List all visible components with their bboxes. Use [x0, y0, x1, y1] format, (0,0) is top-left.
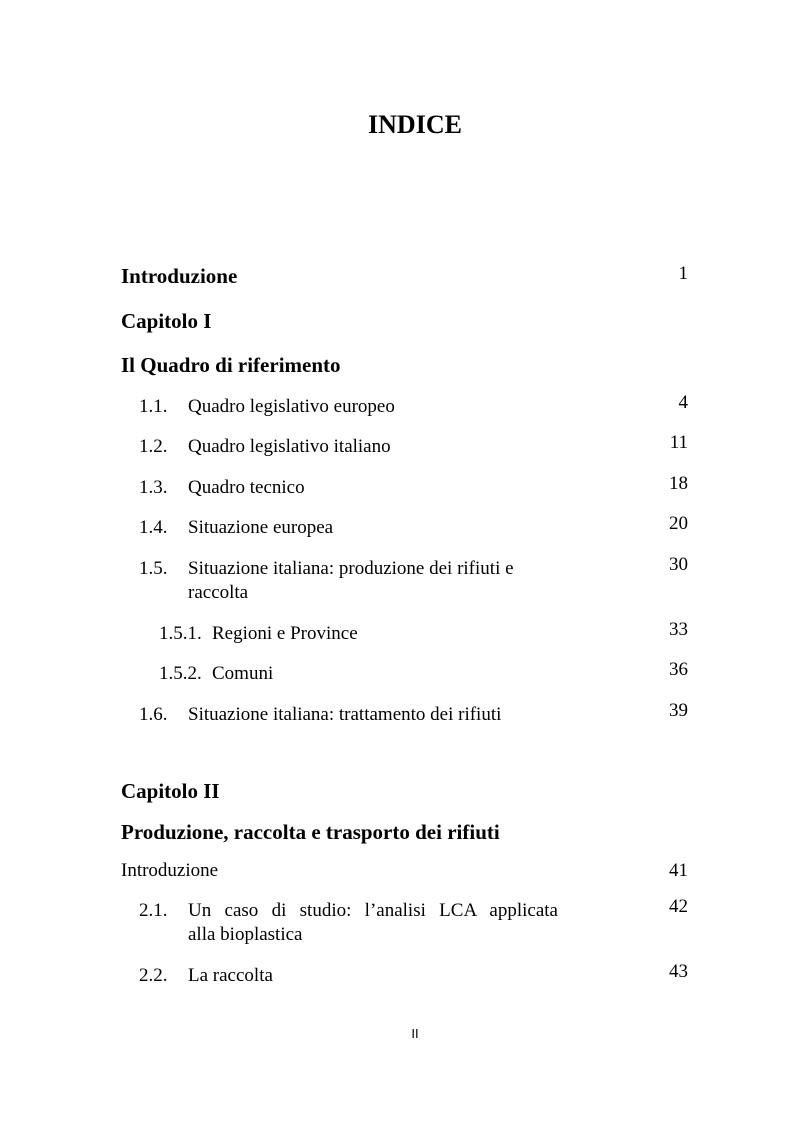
page-number: 4	[678, 392, 688, 413]
page-title: INDICE	[368, 110, 462, 139]
entry-number: 1.1.	[139, 396, 168, 417]
entry-number: 2.1.	[139, 900, 168, 921]
page-number: 1	[678, 263, 688, 284]
entry-text: La raccolta	[188, 965, 273, 986]
page-number: 20	[669, 513, 688, 534]
entry-text-continued: alla bioplastica	[188, 924, 303, 945]
entry-number: 1.5.	[139, 558, 168, 579]
page-number: 42	[669, 896, 688, 917]
chapter-subtitle: Il Quadro di riferimento	[121, 353, 341, 377]
page-number: 33	[669, 619, 688, 640]
entry-text: Un caso di studio: l’analisi LCA applicata	[188, 900, 558, 921]
entry-number: 1.2.	[139, 436, 168, 457]
entry-number: 1.5.1.	[159, 623, 202, 644]
intro-heading: Introduzione	[121, 264, 238, 288]
entry-text: Introduzione	[121, 860, 219, 881]
entry-number: 2.2.	[139, 965, 168, 986]
entry-text: Situazione europea	[188, 517, 334, 538]
page-number: 41	[669, 860, 688, 881]
entry-text: Comuni	[212, 663, 274, 684]
page-number: 11	[669, 432, 688, 453]
chapter-heading: Capitolo I	[121, 309, 212, 333]
page-number: 43	[669, 961, 688, 982]
page-number: 39	[669, 700, 688, 721]
entry-number: 1.3.	[139, 477, 168, 498]
entry-text-continued: raccolta	[188, 582, 249, 603]
page-number: 36	[669, 659, 688, 680]
page-number: 30	[669, 554, 688, 575]
chapter-subtitle: Produzione, raccolta e trasporto dei rifiuti	[121, 820, 500, 844]
entry-text: Quadro legislativo italiano	[188, 436, 391, 457]
entry-number: 1.4.	[139, 517, 168, 538]
entry-number: 1.6.	[139, 704, 168, 725]
footer-page-number: II	[411, 1026, 419, 1041]
page-number: 18	[669, 473, 688, 494]
entry-text: Situazione italiana: produzione dei rifiuti e	[188, 558, 514, 579]
entry-number: 1.5.2.	[159, 663, 202, 684]
entry-text: Quadro tecnico	[188, 477, 305, 498]
entry-text: Regioni e Province	[212, 623, 358, 644]
chapter-heading: Capitolo II	[121, 779, 220, 803]
entry-text: Quadro legislativo europeo	[188, 396, 395, 417]
entry-text: Situazione italiana: trattamento dei rifiuti	[188, 704, 502, 725]
